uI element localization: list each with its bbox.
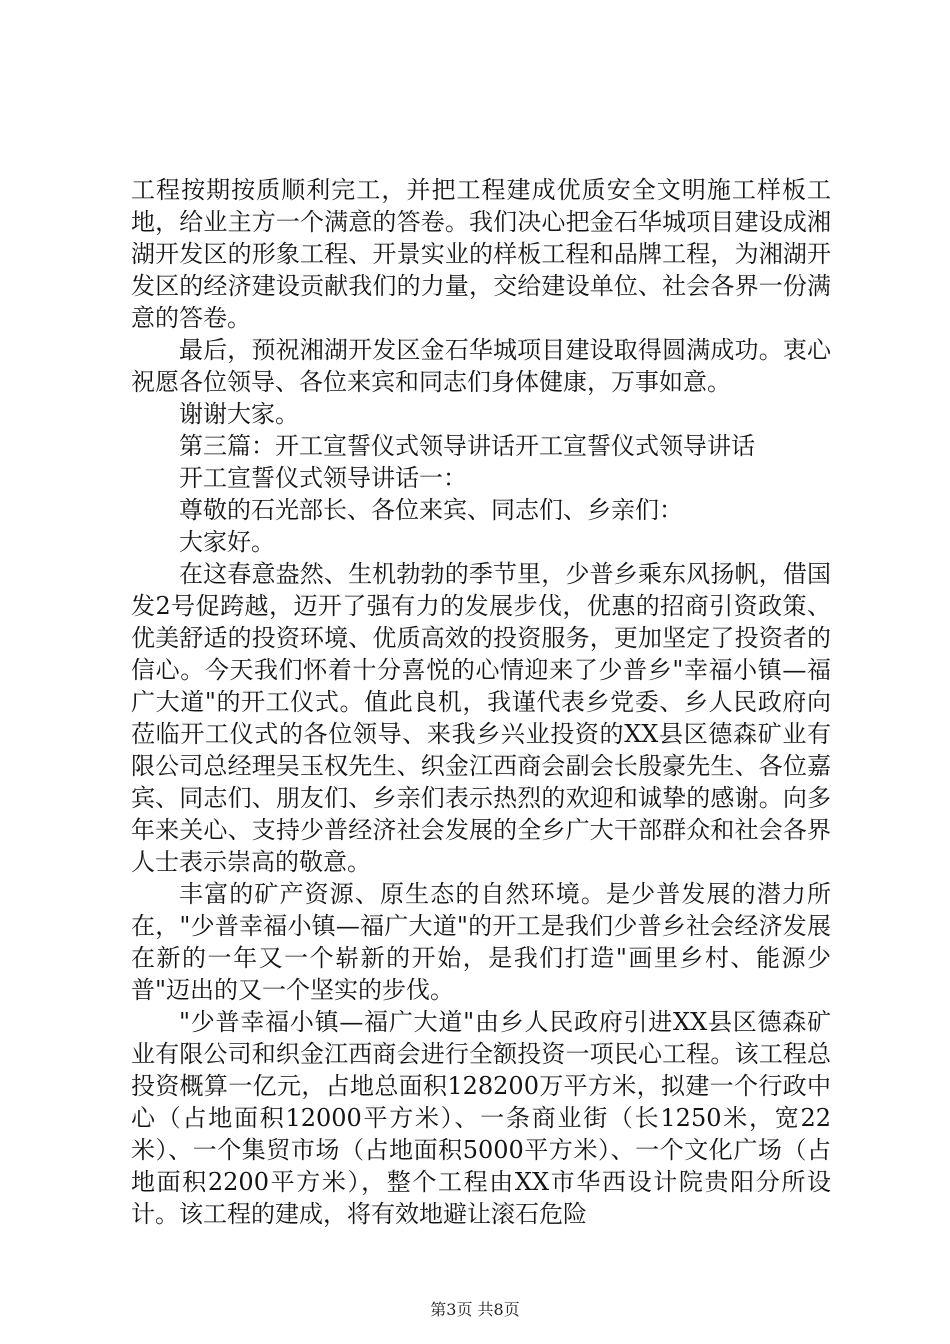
paragraph: 谢谢大家。 [179,400,299,428]
paragraph: 在这春意盎然、生机勃勃的季节里，少普乡乘东风扬帆，借国发2号促跨越，迈开了强有力的发展步伐，优惠的招商引资政策、优美舒适的投资环境、优质高效的投资服务，更加坚定了投资者的信心。今天我们怀着十分喜悦的心情迎来了少普乡"幸福小镇—福广大道"的开工仪式。值此良机，我谨代表乡党委、乡人民政府向莅临开工仪式的各位领导、来我乡兴业投资的XX县区德森矿业有限公司总经理吴玉权先生、织金江西商会副会长殷豪先生、各位嘉宾、同志们、朋友们、乡亲们表示热烈的欢迎和诚挚的感谢。向多年来关心、支持少普经济社会发展的全乡广大干部群众和社会各界人士表示崇高的敬意。 [131,560,831,876]
page-number-footer: 第3页 共8页 [430,1300,520,1319]
paragraph: 开工宣誓仪式领导讲话一： [179,464,467,492]
paragraph: 丰富的矿产资源、原生态的自然环境。是少普发展的潜力所在，"少普幸福小镇—福广大道"的开工是我们少普乡社会经济发展在新的一年又一个崭新的开始，是我们打造"画里乡村、能源少普"迈出的又一个坚实的步伐。 [131,880,831,1004]
paragraph: 最后，预祝湘湖开发区金石华城项目建设取得圆满成功。衷心祝愿各位领导、各位来宾和同志们身体健康，万事如意。 [131,336,831,396]
paragraph: 大家好。 [179,528,275,556]
document-body [131,174,831,1230]
paragraph: 尊敬的石光部长、各位来宾、同志们、乡亲们： [179,496,683,524]
paragraph: 工程按期按质顺利完工，并把工程建成优质安全文明施工样板工地，给业主方一个满意的答卷。我们决心把金石华城项目建设成湘湖开发区的形象工程、开景实业的样板工程和品牌工程，为湘湖开发区的经济建设贡献我们的力量，交给建设单位、社会各界一份满意的答卷。 [131,176,831,332]
paragraph: "少普幸福小镇—福广大道"由乡人民政府引进XX县区德森矿业有限公司和织金江西商会进行全额投资一项民心工程。该工程总投资概算一亿元，占地总面积128200万平方米，拟建一个行政中心（占地面积12000平方米）、一条商业街（长1250米，宽22米）、一个集贸市场（占地面积5000平方米）、一个文化广场（占地面积2200平方米），整个工程由XX市华西设计院贵阳分所设计。该工程的建成，将有效地避让滚石危险 [131,1008,831,1228]
paragraph: 第三篇：开工宣誓仪式领导讲话开工宣誓仪式领导讲话 [179,432,755,460]
